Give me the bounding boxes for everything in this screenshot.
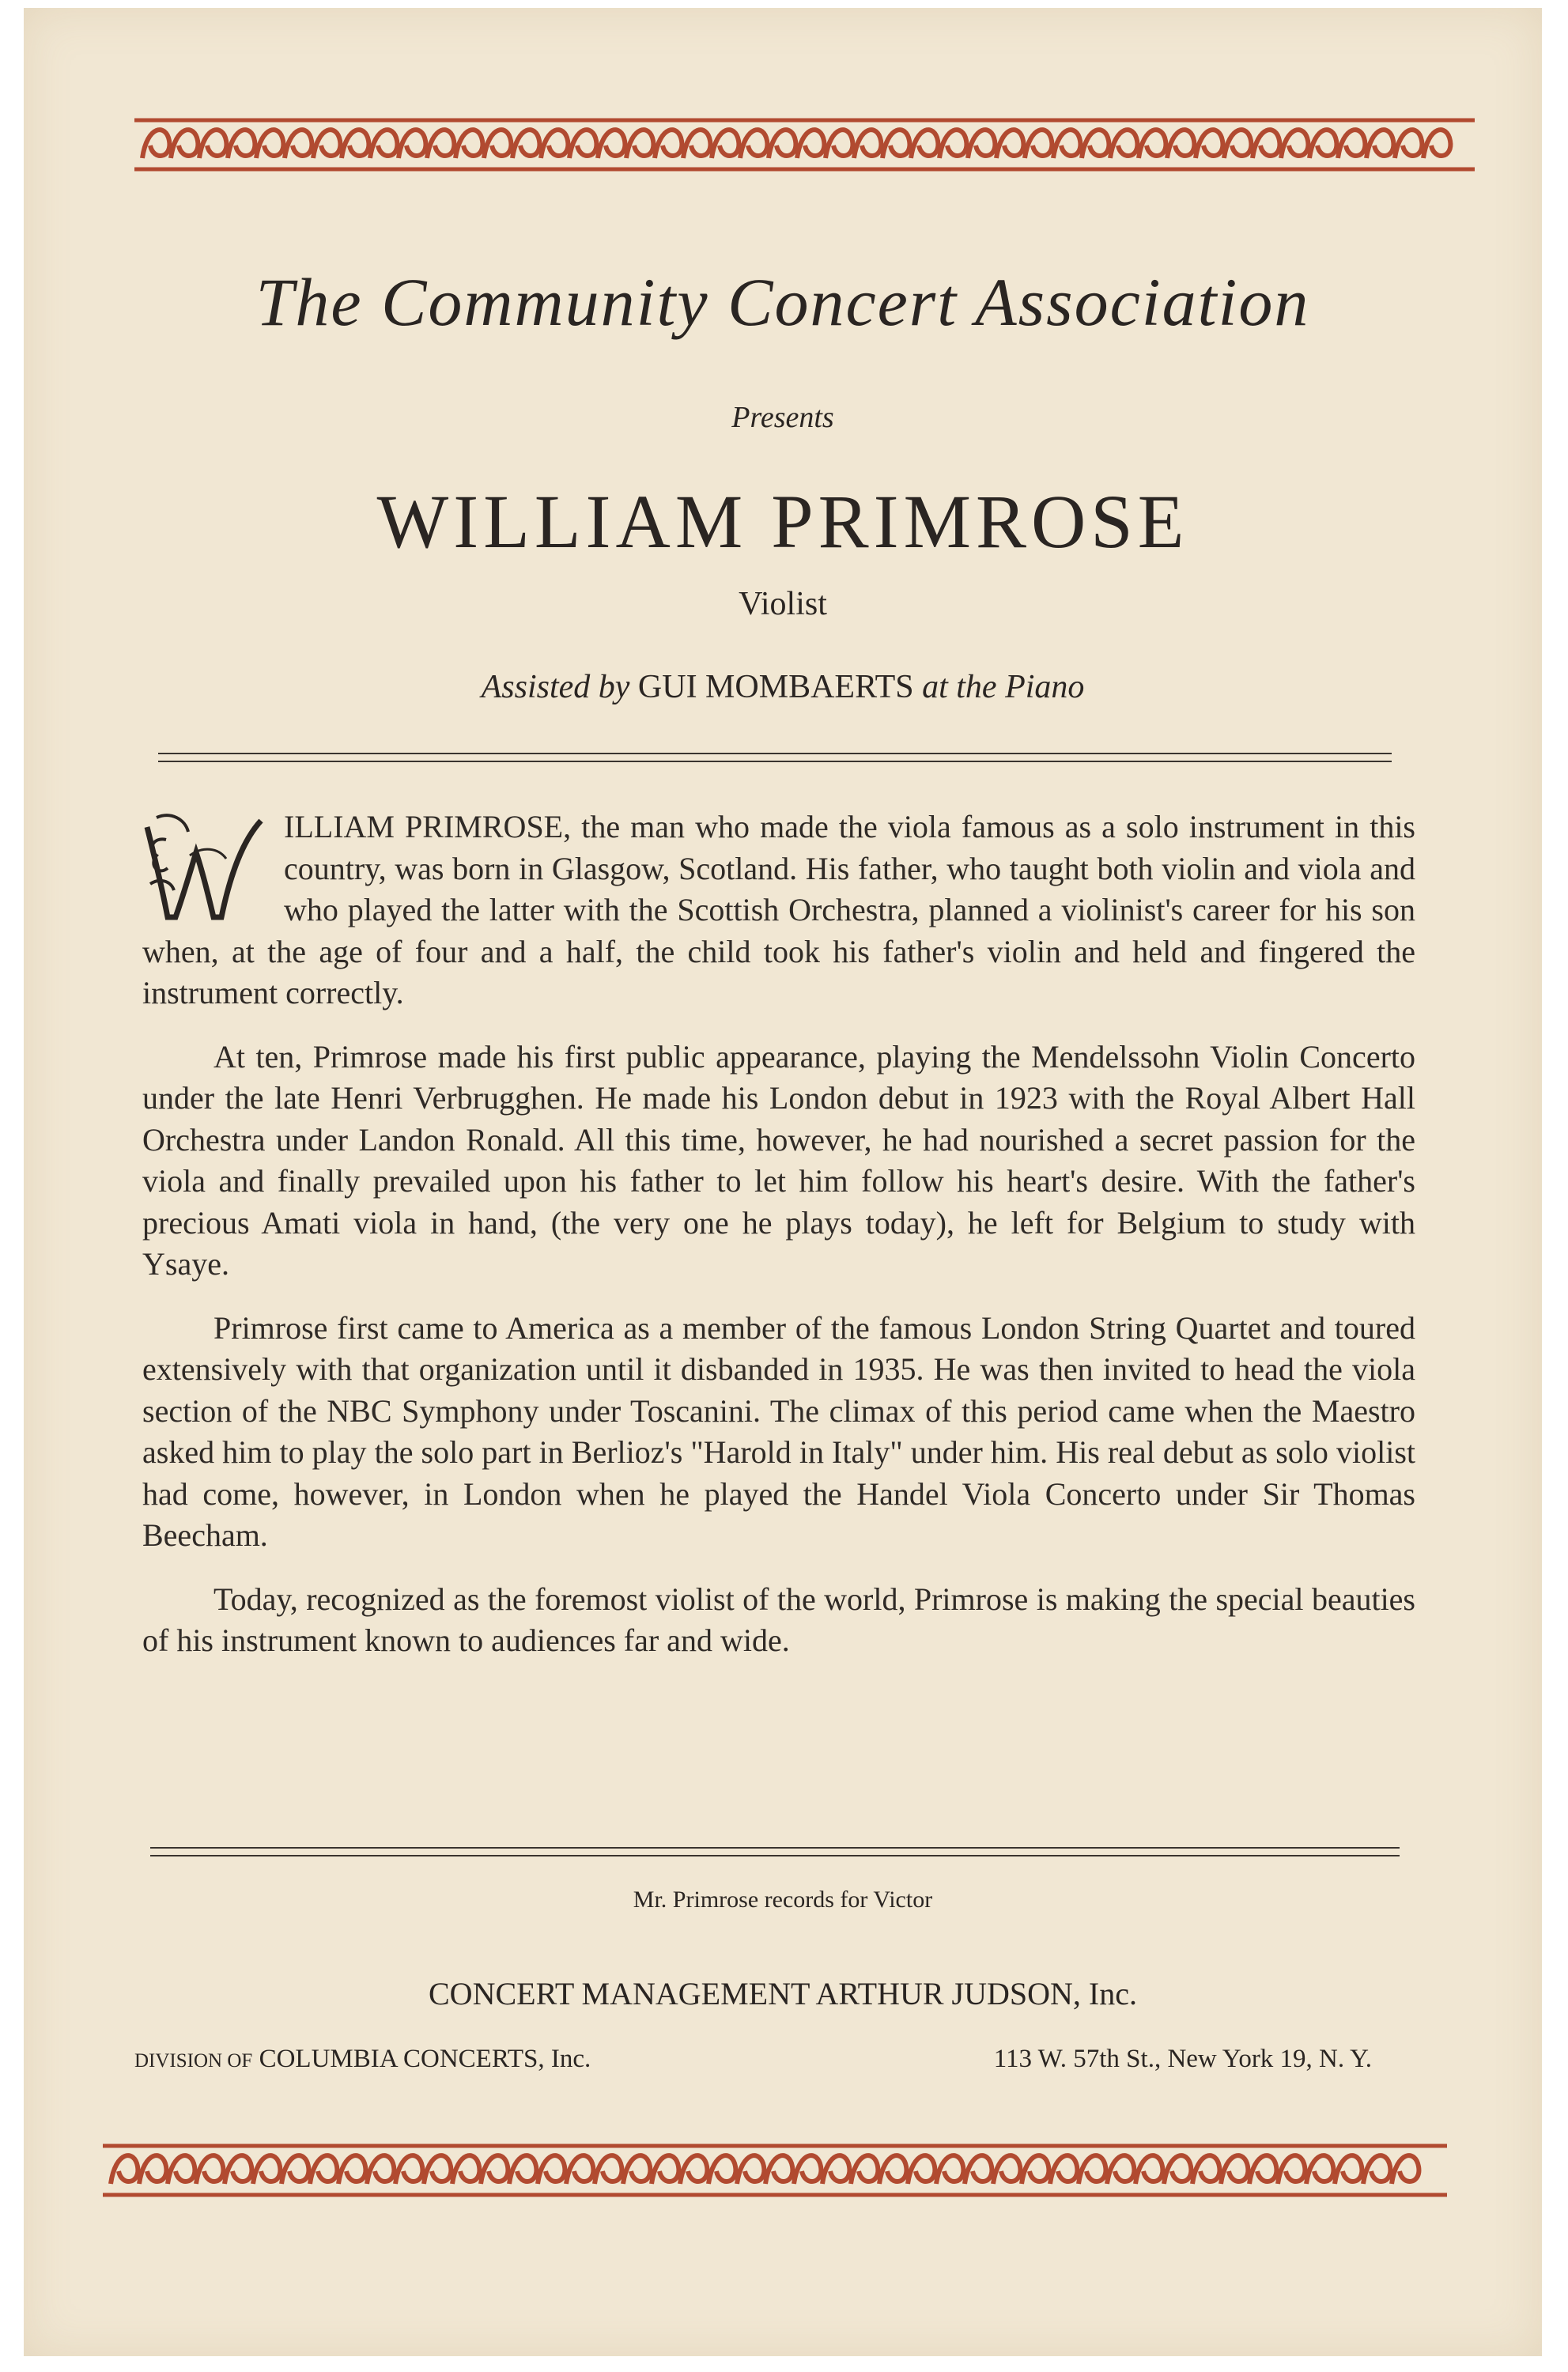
braid-loop (253, 2155, 280, 2184)
top-ornamental-border (24, 109, 1542, 180)
braid-loop (1079, 2155, 1105, 2184)
braid-loop (399, 130, 425, 158)
assisted-line (24, 668, 1542, 706)
braid-loop (566, 2155, 593, 2184)
braid-loop (1167, 130, 1194, 158)
braid-loop (281, 2155, 308, 2184)
braid-loop (765, 2155, 792, 2184)
braid-loop (427, 130, 454, 158)
braid-loop (1139, 130, 1166, 158)
braid-loop (1050, 2155, 1077, 2184)
braid-loop (1423, 130, 1450, 158)
braid-loop (1366, 130, 1393, 158)
assisted-prefix: Assisted by (481, 669, 630, 705)
braid-loop (168, 2155, 195, 2184)
artist-role: Violist (739, 586, 827, 622)
braid-loop (965, 2155, 992, 2184)
braid-loop (1335, 2155, 1362, 2184)
bio-paragraph-1 (142, 806, 1415, 1014)
braid-loop (342, 130, 368, 158)
braid-loop (1363, 2155, 1390, 2184)
braid-loop (1306, 2155, 1333, 2184)
braid-loop (171, 130, 198, 158)
braid-loop (538, 2155, 565, 2184)
braid-loop (1196, 130, 1222, 158)
braid-loop (908, 2155, 935, 2184)
braid-loop (196, 2155, 223, 2184)
braid-loop (1278, 2155, 1305, 2184)
presents-label: Presents (731, 401, 834, 434)
braid-loop (1022, 2155, 1048, 2184)
braid-loop (683, 130, 710, 158)
records-note: Mr. Primrose records for Victor (633, 1887, 933, 1913)
braid-loop (313, 130, 340, 158)
ornamental-dropcap (142, 808, 273, 927)
braid-loop (1224, 130, 1251, 158)
artist-name: WILLIAM PRIMROSE (376, 479, 1189, 564)
braid-ornament-top (24, 109, 1542, 180)
braid-loop (310, 2155, 337, 2184)
braid-loop (797, 130, 824, 158)
braid-loop (256, 130, 283, 158)
program-sheet (24, 8, 1542, 2356)
braid-loop (338, 2155, 365, 2184)
braid-loop (228, 130, 255, 158)
braid-loop (712, 130, 739, 158)
management-name: CONCERT MANAGEMENT ARTHUR JUDSON, Inc. (429, 1976, 1137, 2011)
braid-loop (111, 2155, 138, 2184)
braid-loop (395, 2155, 422, 2184)
division-line (134, 2045, 591, 2074)
braid-loop (455, 130, 482, 158)
assisted-suffix: at the Piano (922, 669, 1085, 705)
braid-loop (794, 2155, 821, 2184)
braid-loop (424, 2155, 451, 2184)
bio-paragraph-1-text: ILLIAM PRIMROSE, the man who made the viola famous as a solo instrument in this country, was born in Glasgow, Scotland. His father, who taught both violin and viola and who played the latter with the Scottish Orchestra, planned a violinist's career for his son when, at the age of four and a half, the child took his father's violin and held and fingered the instrument correctly. (142, 809, 1415, 1010)
braid-loop (452, 2155, 479, 2184)
bottom-ornamental-border (24, 2135, 1542, 2206)
braid-loop (708, 2155, 735, 2184)
braid-loop (1082, 130, 1109, 158)
braid-loop (882, 130, 909, 158)
braid-loop (1309, 130, 1336, 158)
braid-loop (142, 130, 169, 158)
biography-text (142, 806, 1415, 1684)
braid-loop (626, 130, 653, 158)
upper-divider (158, 753, 1392, 762)
braid-loop (139, 2155, 166, 2184)
braid-loop (851, 2155, 878, 2184)
braid-loop (285, 130, 312, 158)
braid-loop (199, 130, 226, 158)
division-name: COLUMBIA CONCERTS, Inc. (259, 2045, 591, 2073)
braid-loop (737, 2155, 764, 2184)
association-title: The Community Concert Association (255, 264, 1310, 340)
braid-loop (225, 2155, 251, 2184)
braid-loop (1107, 2155, 1134, 2184)
braid-loop (680, 2155, 707, 2184)
braid-loop (598, 130, 625, 158)
braid-loop (822, 2155, 849, 2184)
braid-loop (1053, 130, 1080, 158)
braid-loop (1135, 2155, 1162, 2184)
bio-paragraph-2: At ten, Primrose made his first public appearance, playing the Mendelssohn Violin Concerto under the late Henri Verbrugghen. He made his London debut in 1923 with the Royal Albert Hall Orchestra under Landon Ronald. All this time, however, he had nourished a secret passion for the viola and finally prevailed upon his father to let him follow his heart's desire. With the father's precious Amati viola in hand, (the very one he plays today), he left for Belgium to study with Ysaye. (142, 1038, 1415, 1282)
braid-loop (623, 2155, 650, 2184)
braid-loop (1253, 130, 1279, 158)
braid-loop (484, 130, 511, 158)
braid-loop (509, 2155, 536, 2184)
lower-divider (150, 1847, 1400, 1856)
floral-w-initial-icon (142, 808, 273, 927)
bio-paragraph-3: Primrose first came to America as a member of the famous London String Quartet and toured extensively with that organization until it disbanded in 1935. He was then invited to head the viola section of the NBC Symphony under Toscanini. The climax of this period came when the Maestro asked him to play the solo part in Berlioz's "Harold in Italy" under him. His real debut as solo violist had come, however, in London when he played the Handel Viola Concerto under Sir Thomas Beecham. (142, 1309, 1415, 1553)
braid-loop (826, 130, 852, 158)
braid-loop (652, 2155, 678, 2184)
management-address: 113 W. 57th St., New York 19, N. Y. (993, 2045, 1372, 2073)
braid-loop (655, 130, 682, 158)
braid-loop (370, 130, 397, 158)
braid-loop (968, 130, 995, 158)
braid-ornament-bottom (24, 2135, 1542, 2206)
braid-loop (1192, 2155, 1219, 2184)
braid-loop (367, 2155, 394, 2184)
braid-loop (911, 130, 938, 158)
braid-loop (854, 130, 881, 158)
braid-loop (769, 130, 795, 158)
braid-loop (481, 2155, 508, 2184)
braid-loop (512, 130, 539, 158)
division-lead: DIVISION OF (134, 2050, 253, 2072)
bio-paragraph-4: Today, recognized as the foremost violist of the world, Primrose is making the special beauties of his instrument known to audiences far and wide. (142, 1581, 1415, 1658)
braid-loop (1221, 2155, 1248, 2184)
braid-loop (1395, 130, 1422, 158)
braid-loop (996, 130, 1023, 158)
braid-loop (993, 2155, 1020, 2184)
braid-loop (1281, 130, 1308, 158)
braid-loop (1164, 2155, 1191, 2184)
braid-loop (879, 2155, 906, 2184)
braid-loop (541, 130, 568, 158)
braid-loop (1392, 2155, 1419, 2184)
braid-loop (1338, 130, 1365, 158)
braid-loop (740, 130, 767, 158)
braid-loop (939, 130, 966, 158)
braid-loop (1110, 130, 1137, 158)
braid-loop (595, 2155, 622, 2184)
braid-loop (936, 2155, 963, 2184)
braid-loop (1025, 130, 1052, 158)
accompanist-name: GUI MOMBAERTS (637, 669, 914, 705)
braid-loop (1249, 2155, 1276, 2184)
braid-loop (569, 130, 596, 158)
